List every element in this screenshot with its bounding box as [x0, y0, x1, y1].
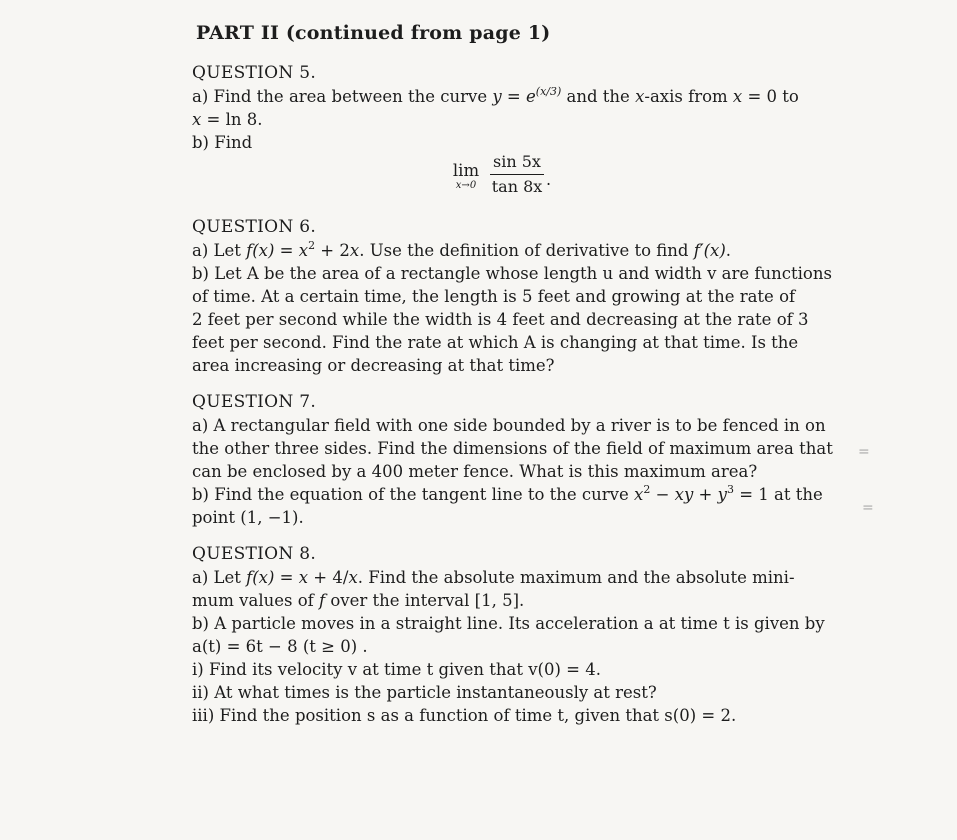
question-5a-line-2: x = ln 8. — [192, 110, 263, 129]
question-6a: a) Let $f(x) = x^2 + 2x$. Use the definition of derivative to find f′(x). — [192, 239, 732, 260]
question-6b-line-1: b) Let A be the area of a rectangle whose length u and width v are functions — [192, 264, 832, 283]
question-5b: b) Find — [192, 133, 253, 152]
question-6b-line-5: area increasing or decreasing at that time? — [192, 356, 555, 375]
question-8a-line-2: mum values of f over the interval [1, 5]. — [192, 591, 525, 610]
fraction-denominator: tan 8x — [491, 177, 543, 196]
question-6b-line-3: 2 feet per second while the width is 4 feet and decreasing at the rate of 3 — [192, 310, 809, 329]
question-7b-line-2: point (1, −1). — [192, 508, 304, 527]
question-6 — [192, 216, 832, 377]
limit-period: . — [546, 170, 552, 189]
question-6b-line-2: of time. At a certain time, the length is 5 feet and growing at the rate of — [192, 287, 796, 306]
question-7a-line-3: can be enclosed by a 400 meter fence. What is this maximum area? — [192, 462, 758, 481]
question-5a-line-1: a) Find the area between the curve $y = e^{(x/3)}$ and the x-axis from x = 0 to — [192, 85, 799, 106]
question-8b-i: i) Find its velocity v at time t given that v(0) = 4. — [192, 660, 601, 679]
limit-fraction — [490, 152, 544, 197]
question-7b-line-1: b) Find the equation of the tangent line to the curve $x^2$ − xy + $y^3 = 1$ at the — [192, 483, 823, 504]
question-8b-iii: iii) Find the position s as a function of time t, given that s(0) = 2. — [192, 706, 737, 725]
question-7 — [192, 391, 833, 529]
question-7a-line-2: the other three sides. Find the dimensions of the field of maximum area that — [192, 439, 833, 458]
question-6-title: QUESTION 6. — [192, 217, 317, 237]
question-8b-line-1: b) A particle moves in a straight line. Its acceleration a at time t is given by — [192, 614, 825, 633]
question-8 — [192, 543, 825, 727]
limit-operator: lim x→0 — [452, 161, 480, 191]
question-7a-line-1: a) A rectangular field with one side bounded by a river is to be fenced in on — [192, 416, 826, 435]
fraction-bar — [490, 174, 544, 175]
question-8a-line-1: a) Let f(x) = x + 4/x. Find the absolute maximum and the absolute mini- — [192, 568, 795, 587]
question-7-title: QUESTION 7. — [192, 392, 317, 412]
fraction-numerator: sin 5x — [493, 152, 541, 171]
question-6b-line-4: feet per second. Find the rate at which A is changing at that time. Is the — [192, 333, 799, 352]
page-heading: PART II (continued from page 1) — [196, 22, 551, 44]
scan-mark: = — [858, 444, 870, 460]
scan-mark: = — [862, 500, 874, 516]
question-5 — [192, 62, 812, 154]
question-8b-ii: ii) At what times is the particle instantaneously at rest? — [192, 683, 657, 702]
question-8-title: QUESTION 8. — [192, 544, 317, 564]
question-8b-line-2: a(t) = 6t − 8 (t ≥ 0) . — [192, 637, 368, 656]
question-5-title: QUESTION 5. — [192, 63, 317, 83]
